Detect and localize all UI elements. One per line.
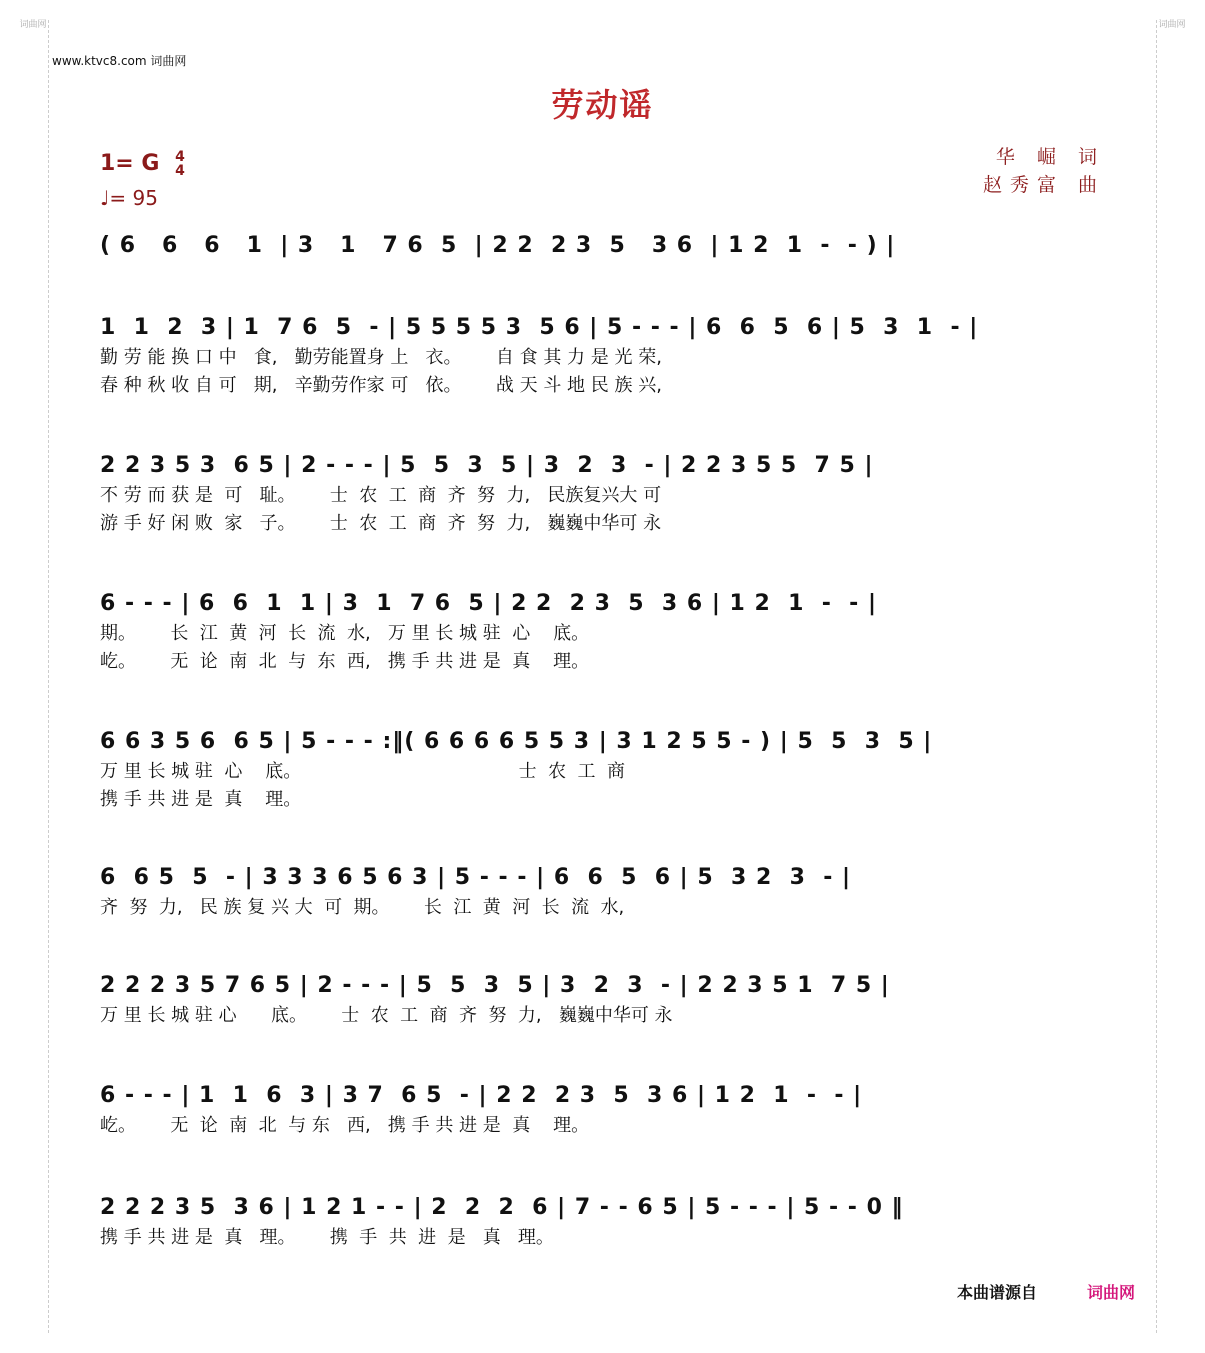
source-brand-link[interactable]: 词曲网 (1086, 1283, 1135, 1302)
lyricist-credit: 华 崛 词 (995, 146, 1105, 168)
tempo-marking: ♩= 95 (100, 186, 158, 210)
composer-credit: 赵秀富 曲 (982, 174, 1105, 196)
song-title: 劳动谣 (551, 86, 654, 124)
staff-line-1: ( 6 6 6 1 | 3 1 7 6 5 | 2 2 2 3 5 3 6 | 1 2 1 - - ) | (100, 233, 896, 258)
staff-line-8: 6 - - - | 1 1 6 3 | 3 7 6 5 - | 2 2 2 3 5 3 6 | 1 2 1 - - | 屹。 无 论 南 北 与 东 西, 携 手 共 进 是 真 理。 (100, 1083, 863, 1136)
source-credit: 本曲谱源自 词曲网 (956, 1283, 1135, 1302)
staff-line-9: 2 2 2 3 5 3 6 | 1 2 1 - - | 2 2 2 6 | 7 - - 6 5 | 5 - - - | 5 - - 0 ‖ 携 手 共 进 是 真 理。 携 手 共 进 是 真 理。 (100, 1195, 904, 1248)
time-signature: 4 4 (175, 149, 185, 179)
staff-line-3: 2 2 3 5 3 6 5 | 2 - - - | 5 5 3 5 | 3 2 3 - | 2 2 3 5 5 7 5 | 不 劳 而 获 是 可 耻。 士 农 工 商 齐 努 力, 民族复兴大 可 游 手 好 闲 败 家 子。 士 农 工 商 齐 努 力, 巍巍中华可 永 (100, 453, 874, 534)
site-url: www.ktvc8.com 词曲网 (52, 54, 187, 68)
staff-line-4: 6 - - - | 6 6 1 1 | 3 1 7 6 5 | 2 2 2 3 5 3 6 | 1 2 1 - - | 期。 长 江 黄 河 长 流 水, 万 里 长 城 驻 心 底。 屹。 无 论 南 北 与 东 西, 携 手 共 进 是 真 理。 (100, 591, 878, 672)
staff-line-6: 6 6 5 5 - | 3 3 3 6 5 6 3 | 5 - - - | 6 6 5 6 | 5 3 2 3 - | 齐 努 力, 民 族 复 兴 大 可 期。 长 江 黄 河 长 流 水, (100, 865, 852, 918)
key-signature: 1= G 4 4 (100, 149, 185, 179)
staff-line-5: 6 6 3 5 6 6 5 | 5 - - - :‖( 6 6 6 6 5 5 3 | 3 1 2 5 5 - ) | 5 5 3 5 | 万 里 长 城 驻 心 底。 士 农 工 商 携 手 共 进 是 真 理。 (100, 729, 933, 810)
staff-line-7: 2 2 2 3 5 7 6 5 | 2 - - - | 5 5 3 5 | 3 2 3 - | 2 2 3 5 1 7 5 | 万 里 长 城 驻 心 底。 士 农 工 商 齐 努 力, 巍巍中华可 永 (100, 973, 890, 1026)
staff-line-2: 1 1 2 3 | 1 7 6 5 - | 5 5 5 5 3 5 6 | 5 - - - | 6 6 5 6 | 5 3 1 - | 勤 劳 能 换 口 中 食, 勤劳能置身 上 衣。 自 食 其 力 是 光 荣, 春 种 秋 收 自 可 期, 辛勤劳作家 可 依。 战 天 斗 地 民 族 兴, (100, 315, 979, 396)
watermark-right: 词曲网 (1156, 20, 1187, 1333)
watermark-left: 词曲网 (18, 20, 49, 1333)
